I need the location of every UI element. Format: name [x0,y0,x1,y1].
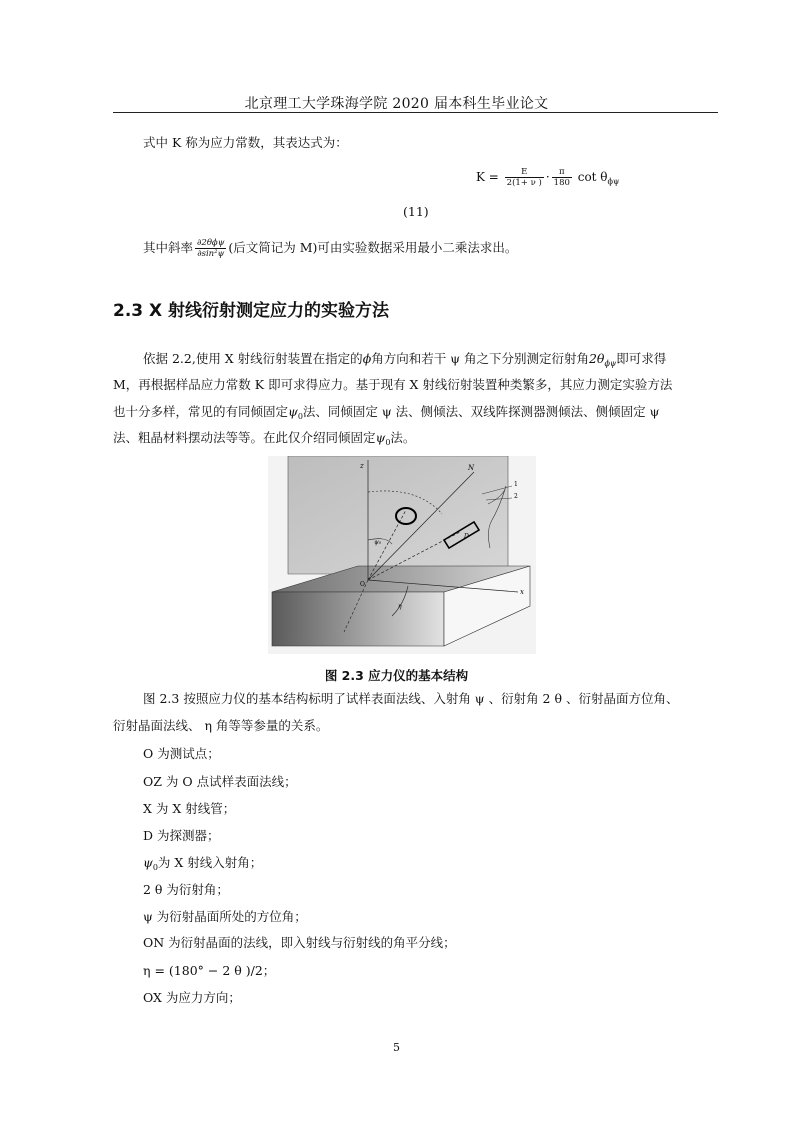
figure-caption: 图 2.3 应力仪的基本结构 [324,668,469,683]
body-l1-theta: 2θ [588,351,605,366]
formula-lhs: K = [476,170,499,184]
definition-eta: η = (180° − 2 θ )/2； [143,963,276,978]
definition-o: O 为测试点； [143,746,220,761]
formula-frac-e-den: 2(1+ ν ) [506,178,542,188]
page-header-title: 北京理工大学珠海学院 2020 届本科生毕业论文 [244,96,549,112]
vertical-plane [288,456,508,574]
body-l3-b: 法、同倾固定 ψ 法、侧倾法、双线阵探测器测倾法、侧倾固定 ψ [302,404,660,419]
definition-2theta: 2 θ 为衍射角； [143,882,229,897]
slope-pre: 其中斜率 [143,240,194,255]
slope-frac [195,238,226,259]
after-line-1: 图 2.3 按照应力仪的基本结构标明了试样表面法线、入射角 ψ 、衍射角 2 θ 、衍射晶面方位角、 [143,691,679,706]
sample-front-face [272,592,444,646]
equation-number: (11) [403,204,429,219]
body-l1-b: 角方向和若干 ψ 角之下分别测定衍射角 [371,351,589,366]
definition-psi0-symbol: ψ [143,855,153,870]
definition-x: X 为 X 射线管； [143,801,236,816]
formula-frac-e-num: E [505,167,544,178]
label-n: N [468,464,475,472]
page-number: 5 [393,1041,400,1054]
label-x: x [520,588,524,596]
definition-ox: OX 为应力方向； [143,990,241,1005]
body-line-1 [143,351,666,372]
body-l4-a: 法、粗晶材料摆动法等等。在此仅介绍同倾固定 [113,430,376,445]
label-2: 2 [514,493,518,500]
formula-cot: cot θ [577,170,608,184]
definition-d: D 为探测器； [143,828,220,843]
stress-instrument-figure [268,456,536,654]
after-line-2: 衍射晶面法线、 η 角等等参量的关系。 [113,718,329,733]
slope-post: (后文简记为 M)可由实验数据采用最小二乘法求出。 [228,240,518,255]
body-l4-psi-sub: 0 [385,438,391,447]
paragraph-k-intro: 式中 K 称为应力常数，其表达式为： [143,135,348,150]
section-heading: 2.3 X 射线衍射测定应力的实验方法 [113,301,390,321]
body-l3-a: 也十分多样，常见的有同倾固定 [113,404,289,419]
body-line-4 [113,430,415,451]
formula-frac-pi-num: π [552,167,572,178]
definition-psi0-text: 为 X 射线入射角； [157,855,263,870]
slope-frac-den: ∂sin²ψ [197,249,225,259]
body-l4-b: 法。 [390,430,416,445]
paragraph-slope [143,238,517,259]
formula-cot-sub: ϕψ [607,177,620,186]
label-d: D [464,533,469,540]
body-l1-theta-sub: ϕψ [604,359,617,368]
body-l1-c: 即可求得 [616,351,667,366]
body-line-2: M，再根据样品应力常数 K 即可求得应力。基于现有 X 射线衍射装置种类繁多，其应力测定实验方法 [113,377,673,392]
label-o: O [360,581,365,588]
definition-psi0 [143,855,262,876]
body-l4-psi: ψ [375,430,386,445]
body-l3-psi: ψ [288,404,298,419]
body-l3-psi-sub: 0 [297,412,303,421]
definition-psi: ψ 为衍射晶面所处的方位角； [143,909,307,924]
definition-oz: OZ 为 O 点试样表面法线； [143,774,297,789]
formula-k [476,167,619,190]
body-line-3 [113,404,659,425]
formula-dot: · [545,170,550,184]
header-rule [113,112,718,113]
body-l1-phi: ϕ [362,351,372,366]
label-psi0: ψ₀ [374,539,382,546]
definition-on: ON 为衍射晶面的法线，即入射线与衍射线的角平分线； [143,935,456,950]
label-1: 1 [514,481,518,488]
label-eta: η [398,603,402,610]
definition-psi0-sub: 0 [152,863,158,872]
slope-frac-num: ∂2θϕψ [197,238,225,248]
label-z: z [360,462,364,470]
formula-frac-pi-den: 180 [553,178,570,188]
formula-frac-pi [552,167,572,188]
formula-frac-e [505,167,544,188]
body-l1-a: 依据 2.2,使用 X 射线衍射装置在指定的 [143,351,363,366]
